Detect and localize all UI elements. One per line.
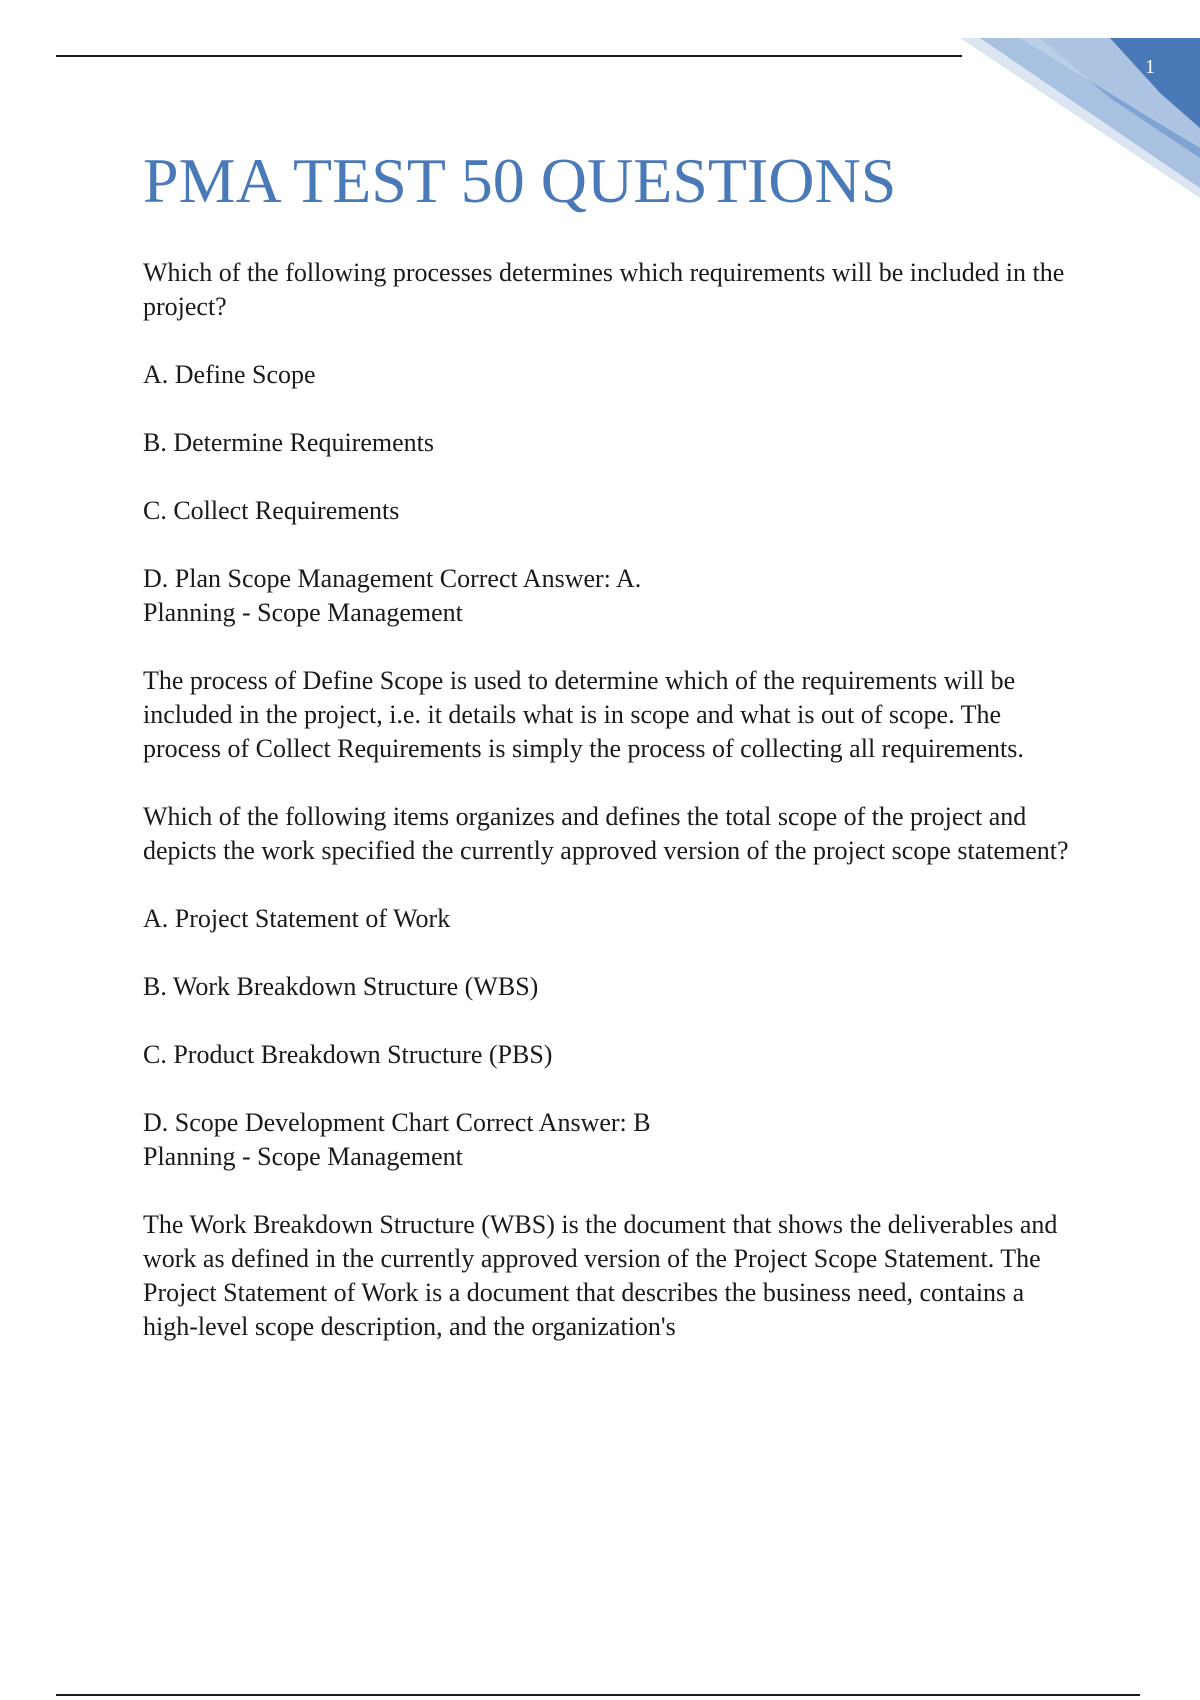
question-2-option-b: B. Work Breakdown Structure (WBS) xyxy=(143,972,539,1001)
question-2-option-d: D. Scope Development Chart Correct Answer: B xyxy=(143,1108,651,1137)
header-rule xyxy=(56,55,962,57)
question-2-category: Planning - Scope Management xyxy=(143,1142,463,1171)
question-1-text: Which of the following processes determines which requirements will be included in the project? xyxy=(143,258,1065,321)
question-1-option-a: A. Define Scope xyxy=(143,360,316,389)
question-1-option-c: C. Collect Requirements xyxy=(143,496,400,525)
question-1-option-b: B. Determine Requirements xyxy=(143,428,434,457)
question-2-answer-block xyxy=(143,1106,1083,1174)
document-body xyxy=(143,256,1083,1378)
question-2-text: Which of the following items organizes and defines the total scope of the project and depicts the work specified the currently approved version of the project scope statement? xyxy=(143,802,1069,865)
question-2-option-c: C. Product Breakdown Structure (PBS) xyxy=(143,1040,553,1069)
question-1-explanation: The process of Define Scope is used to determine which of the requirements will be included in the project, i.e. it details what is in scope and what is out of scope. The process of Collect Requirements is simply the process of collecting all requirements. xyxy=(143,666,1024,763)
question-2-explanation: The Work Breakdown Structure (WBS) is the document that shows the deliverables and work as defined in the currently approved version of the Project Scope Statement. The Project Statement of Work is a document that describes the business need, contains a high-level scope description, and the organization's xyxy=(143,1210,1058,1341)
footer-rule xyxy=(56,1694,1140,1696)
question-1-answer-block xyxy=(143,562,1083,630)
question-2-option-a: A. Project Statement of Work xyxy=(143,904,451,933)
page-number: 1 xyxy=(1145,56,1155,78)
page-title: PMA TEST 50 QUESTIONS xyxy=(143,145,897,216)
question-1-option-d: D. Plan Scope Management Correct Answer: A. xyxy=(143,564,642,593)
question-1-category: Planning - Scope Management xyxy=(143,598,463,627)
